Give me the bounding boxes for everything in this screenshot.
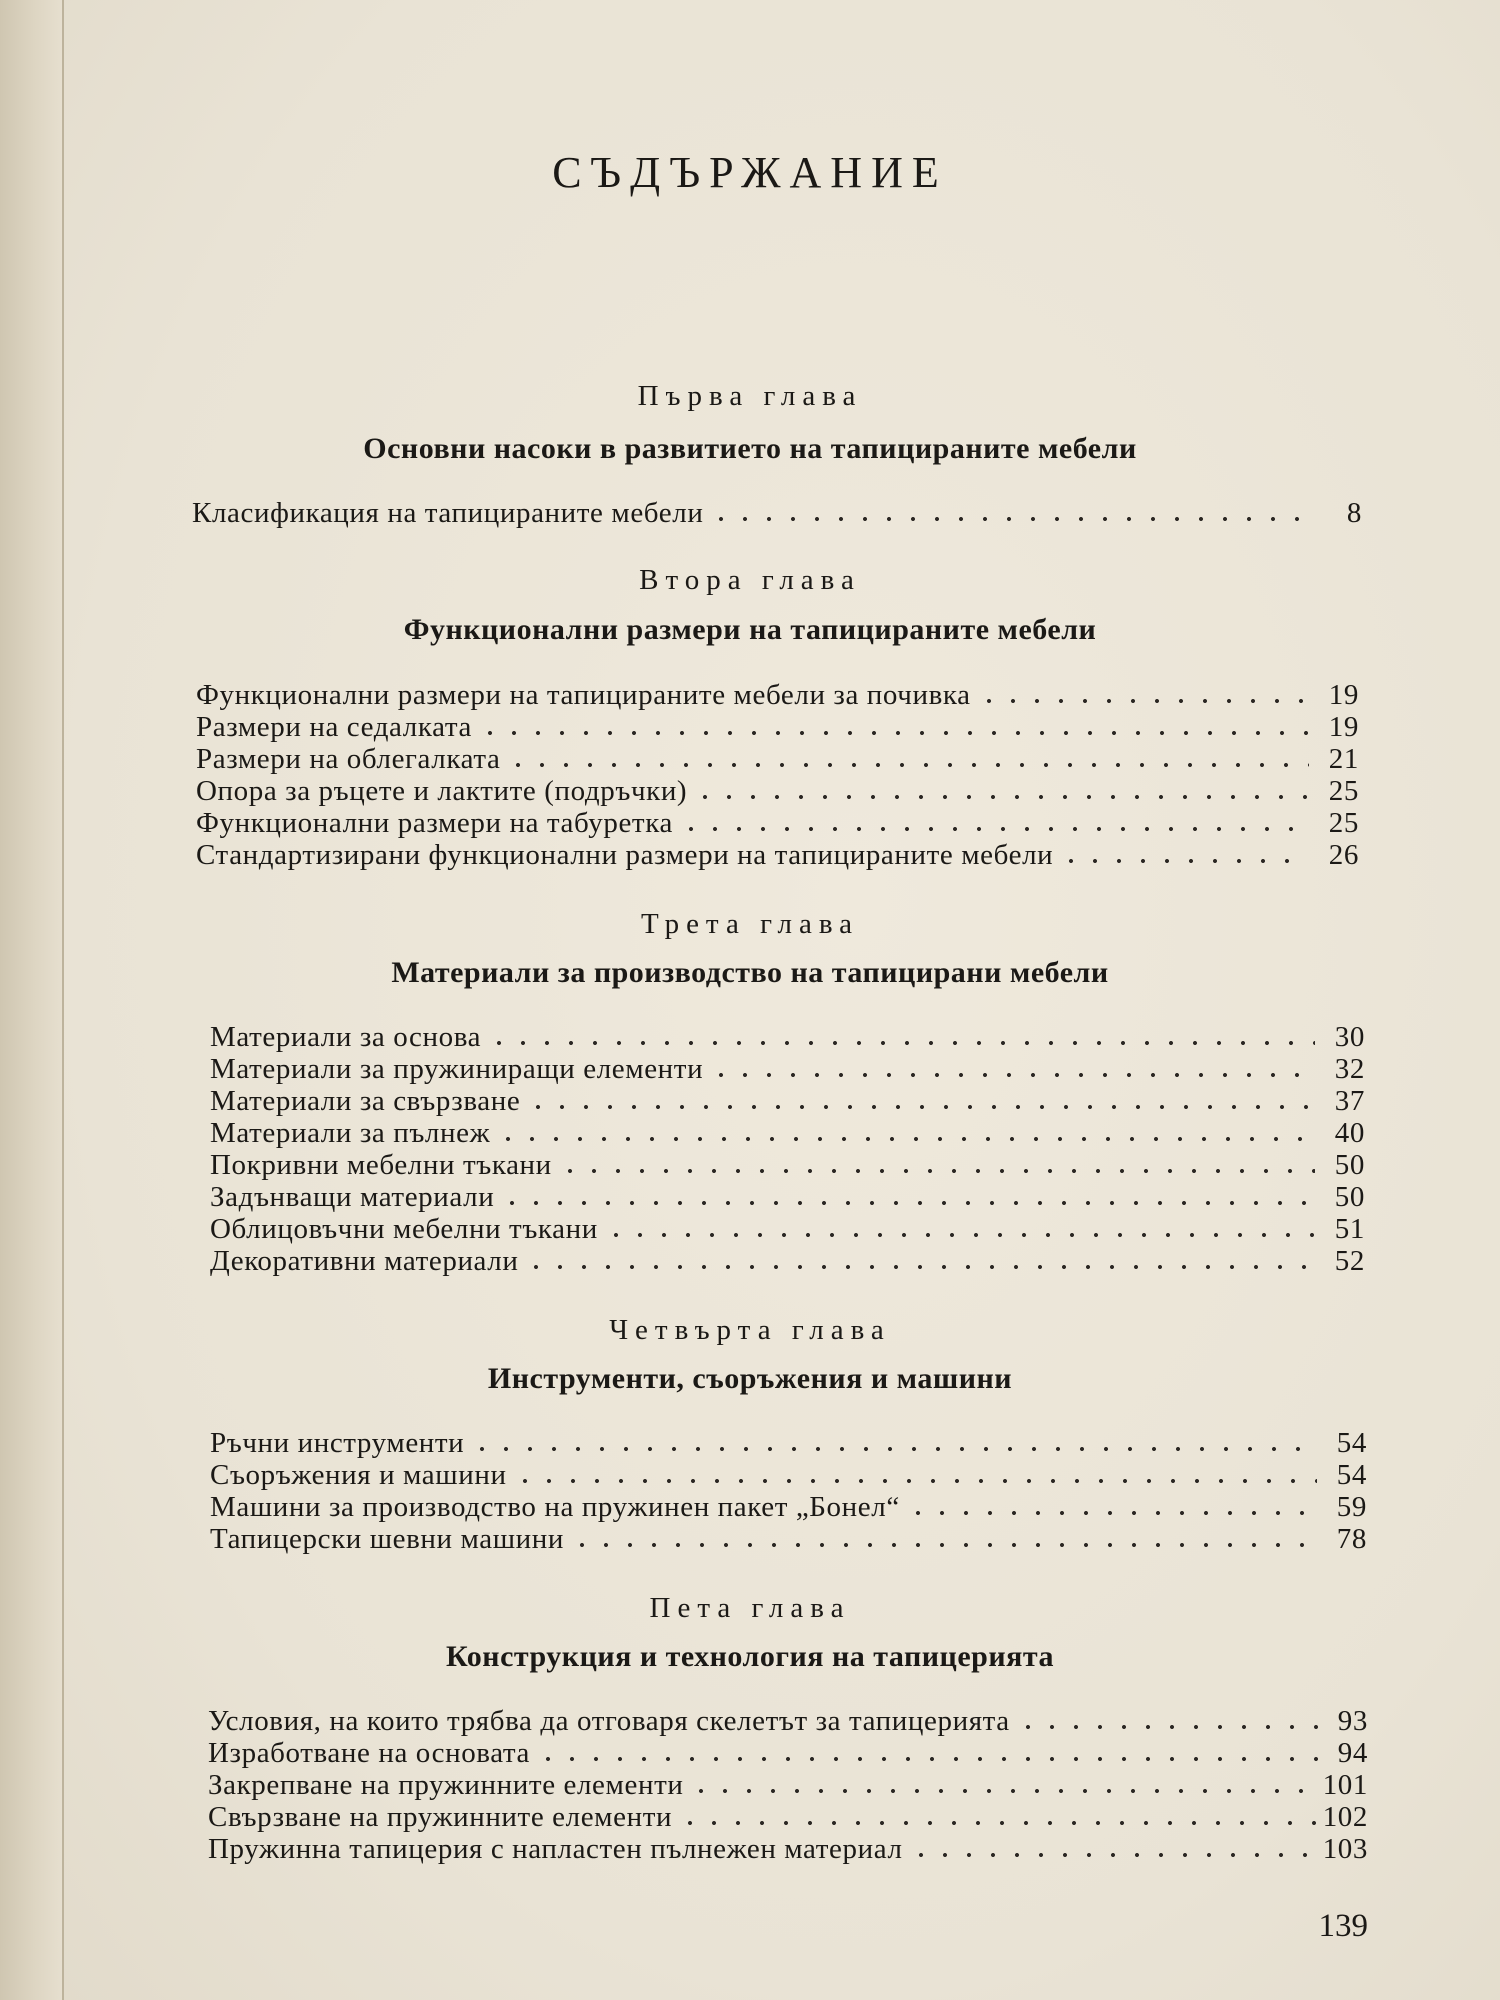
- toc-entry-page: 93: [1337, 1705, 1368, 1737]
- dot-leader: [909, 1850, 1317, 1860]
- toc-entry-title: Размери на седалката: [196, 711, 472, 743]
- dot-leader: [536, 1754, 1318, 1764]
- chapter-2-title: Функционални размери на тапицираните мебели: [403, 613, 1097, 646]
- toc-entry[interactable]: [196, 840, 1359, 872]
- toc-entry-page: 78: [1336, 1523, 1367, 1555]
- toc-entry-title: Пружинна тапицерия с напластен пълнежен материал: [208, 1833, 903, 1865]
- toc-entry[interactable]: [208, 1770, 1368, 1802]
- toc-entry-title: Облицовъчни мебелни тъкани: [210, 1213, 598, 1245]
- toc-entry-title: Материали за свързване: [210, 1085, 521, 1117]
- toc-entry-page: 94: [1337, 1737, 1368, 1769]
- toc-entry-page: 30: [1334, 1021, 1365, 1053]
- dot-leader: [513, 1476, 1317, 1486]
- dot-leader: [506, 760, 1309, 770]
- toc-entry-page: 50: [1334, 1181, 1365, 1213]
- toc-entry-title: Стандартизирани функционални размери на тапицираните мебели: [196, 839, 1054, 871]
- toc-entry-page: 51: [1334, 1213, 1365, 1245]
- toc-entry-title: Тапицерски шевни машини: [210, 1523, 565, 1555]
- toc-entry[interactable]: [210, 1182, 1365, 1214]
- toc-entry-title: Класификация на тапицираните мебели: [192, 497, 704, 529]
- dot-leader: [604, 1230, 1315, 1240]
- chapter-5-label: Пета глава: [649, 1592, 851, 1624]
- toc-entry[interactable]: [210, 1492, 1367, 1524]
- toc-entry-title: Изработване на основата: [208, 1737, 531, 1769]
- toc-entry[interactable]: [196, 712, 1359, 744]
- chapter-4-title: Инструменти, съоръжения и машини: [487, 1362, 1013, 1395]
- toc-entry-page: 19: [1328, 711, 1359, 743]
- toc-entry-title: Функционални размери на табуретка: [196, 807, 673, 839]
- dot-leader: [679, 824, 1309, 834]
- toc-entry-title: Ръчни инструменти: [210, 1427, 465, 1459]
- toc-entry[interactable]: [210, 1086, 1365, 1118]
- toc-entry-title: Закрепване на пружинните елементи: [208, 1769, 684, 1801]
- dot-leader: [487, 1038, 1315, 1048]
- chapter-5-title: Конструкция и технология на тапицерията: [446, 1640, 1054, 1673]
- toc-entry-title: Материали за основа: [210, 1021, 482, 1053]
- toc-entry-title: Декоративни материали: [210, 1245, 519, 1277]
- chapter-2-label: Втора глава: [639, 564, 861, 596]
- toc-entry[interactable]: [210, 1214, 1365, 1246]
- dot-leader: [524, 1262, 1315, 1272]
- toc-entry-title: Съоръжения и машини: [210, 1459, 507, 1491]
- chapter-3-title: Материали за производство на тапицирани мебели: [391, 956, 1109, 989]
- toc-entry[interactable]: [210, 1054, 1365, 1086]
- dot-leader: [1016, 1722, 1318, 1732]
- toc-entry[interactable]: [196, 776, 1359, 808]
- toc-entry-page: 37: [1334, 1085, 1365, 1117]
- toc-entry-title: Материали за пълнеж: [210, 1117, 491, 1149]
- dot-leader: [693, 792, 1309, 802]
- dot-leader: [1059, 856, 1309, 866]
- book-gutter: [0, 0, 64, 2000]
- toc-entry-page: 19: [1328, 679, 1359, 711]
- dot-leader: [709, 1070, 1315, 1080]
- toc-entry-page: 54: [1336, 1427, 1367, 1459]
- toc-entry-title: Размери на облегалката: [196, 743, 501, 775]
- toc-entry[interactable]: [196, 744, 1359, 776]
- dot-leader: [689, 1786, 1316, 1796]
- toc-entry-title: Материали за пружиниращи елементи: [210, 1053, 704, 1085]
- toc-entry[interactable]: [210, 1150, 1365, 1182]
- dot-leader: [558, 1166, 1315, 1176]
- book-page: [64, 0, 1500, 2000]
- dot-leader: [906, 1508, 1317, 1518]
- page-title: СЪДЪРЖАНИЕ: [552, 148, 948, 198]
- toc-entry-page: 21: [1328, 743, 1359, 775]
- toc-entry[interactable]: [192, 498, 1362, 530]
- toc-entry-page: 101: [1322, 1769, 1368, 1801]
- toc-entry-page: 25: [1328, 775, 1359, 807]
- dot-leader: [500, 1198, 1315, 1208]
- toc-entry[interactable]: [208, 1802, 1368, 1834]
- dot-leader: [709, 514, 1312, 524]
- toc-entry-title: Опора за ръцете и лактите (подръчки): [196, 775, 688, 807]
- toc-entry[interactable]: [210, 1524, 1367, 1556]
- toc-entry[interactable]: [210, 1118, 1365, 1150]
- toc-entry[interactable]: [196, 680, 1359, 712]
- dot-leader: [570, 1540, 1317, 1550]
- chapter-4-label: Четвърта глава: [609, 1314, 891, 1346]
- toc-entry-page: 52: [1334, 1245, 1365, 1277]
- dot-leader: [977, 696, 1309, 706]
- toc-entry-title: Покривни мебелни тъкани: [210, 1149, 552, 1181]
- dot-leader: [478, 728, 1309, 738]
- toc-entry-title: Функционални размери на тапицираните мебели за почивка: [196, 679, 971, 711]
- dot-leader: [496, 1134, 1315, 1144]
- toc-entry-page: 32: [1334, 1053, 1365, 1085]
- toc-entry-page: 25: [1328, 807, 1359, 839]
- chapter-1-title: Основни насоки в развитието на тапицираните мебели: [363, 432, 1137, 465]
- toc-entry[interactable]: [210, 1428, 1367, 1460]
- toc-entry[interactable]: [208, 1834, 1368, 1866]
- page-number: 139: [1318, 1908, 1368, 1944]
- toc-entry-page: 103: [1322, 1833, 1368, 1865]
- toc-entry-page: 59: [1336, 1491, 1367, 1523]
- toc-entry-page: 40: [1334, 1117, 1365, 1149]
- toc-entry-page: 54: [1336, 1459, 1367, 1491]
- toc-entry-page: 102: [1322, 1801, 1368, 1833]
- toc-entry[interactable]: [210, 1022, 1365, 1054]
- toc-entry-title: Условия, на които трябва да отговаря скелетът за тапицерията: [208, 1705, 1010, 1737]
- toc-entry[interactable]: [196, 808, 1359, 840]
- toc-entry-title: Машини за производство на пружинен пакет „Бонел“: [210, 1491, 900, 1523]
- toc-entry-page: 50: [1334, 1149, 1365, 1181]
- toc-entry[interactable]: [210, 1246, 1365, 1278]
- toc-entry-title: Задънващи материали: [210, 1181, 495, 1213]
- toc-entry-page: 26: [1328, 839, 1359, 871]
- dot-leader: [526, 1102, 1315, 1112]
- dot-leader: [678, 1818, 1317, 1828]
- toc-entry-title: Свързване на пружинните елементи: [208, 1801, 673, 1833]
- toc-entry[interactable]: [210, 1460, 1367, 1492]
- chapter-3-label: Трета глава: [640, 908, 860, 940]
- chapter-1-label: Първа глава: [637, 380, 863, 412]
- toc-entry-page: 8: [1346, 497, 1362, 529]
- toc-entry[interactable]: [208, 1706, 1368, 1738]
- dot-leader: [470, 1444, 1317, 1454]
- toc-entry[interactable]: [208, 1738, 1368, 1770]
